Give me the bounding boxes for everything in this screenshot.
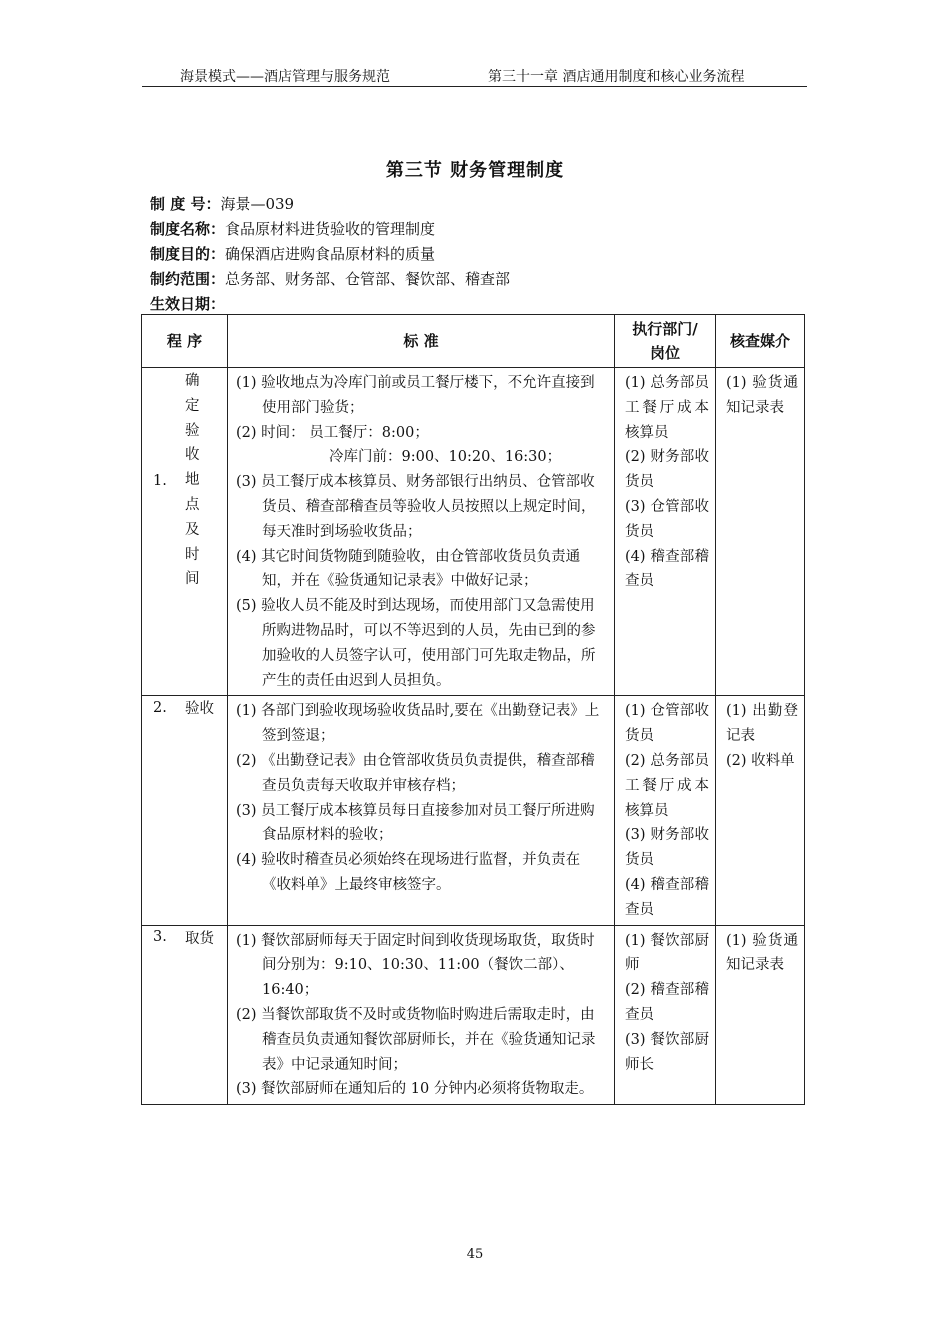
meta-value: 确保酒店进购食品原材料的质量	[225, 245, 436, 263]
header-book-title: 海景模式——酒店管理与服务规范	[180, 69, 390, 85]
standard-item: (1) 餐饮部厨师每天于固定时间到收货现场取货，取货时间分别为：9:10、10:30、11:00（餐饮二部）、16:40；	[236, 932, 595, 999]
meta-row-name	[150, 217, 510, 242]
procedure-number: 2.	[153, 699, 167, 716]
section-title: 第三节 财务管理制度	[385, 160, 565, 181]
procedure-number: 3.	[153, 929, 167, 946]
media-cell	[716, 925, 805, 1105]
procedure-cell	[142, 696, 228, 925]
meta-label: 制 度 号：	[150, 195, 221, 213]
media-cell	[716, 696, 805, 925]
standard-item: (4) 其它时间货物随到随验收，由仓管部收货员负责通知，并在《验货通知记录表》中做好记录；	[236, 548, 581, 590]
dept-item: (3) 财务部收货员	[625, 827, 709, 869]
procedure-cell	[142, 368, 228, 696]
procedure-name: 取货	[185, 930, 214, 947]
table-row	[142, 925, 805, 1105]
dept-item: (3) 仓管部收货员	[625, 498, 709, 540]
standard-item: 冷库门前：9:00、10:20、16:30；	[329, 449, 562, 466]
page-header	[142, 62, 807, 87]
media-cell	[716, 368, 805, 696]
standard-cell	[228, 925, 615, 1105]
meta-row-scope	[150, 267, 510, 292]
header-procedure: 程 序	[142, 315, 228, 368]
standard-item: (3) 员工餐厅成本核算员、财务部银行出纳员、仓管部收货员、稽查部稽查员等验收人员按照以上规定时间，每天准时到场验收货品；	[236, 474, 596, 540]
standard-item: (2) 当餐饮部取货不及时或货物临时购进后需取走时，由稽查员负责通知餐饮部厨师长，并在《验货通知记录表》中记录通知时间；	[236, 1006, 596, 1073]
header-dept-line1: 执行部门/	[632, 320, 698, 338]
meta-value: 食品原材料进货验收的管理制度	[225, 220, 436, 238]
table-row	[142, 696, 805, 925]
procedure-number: 1.	[153, 472, 167, 489]
dept-cell	[615, 925, 716, 1105]
table-header-row	[142, 315, 805, 368]
dept-item: (4) 稽查部稽查员	[625, 876, 709, 918]
standard-item: (1) 各部门到验收现场验收货品时,要在《出勤登记表》上签到签退；	[236, 703, 600, 745]
meta-label: 制度名称：	[150, 220, 226, 238]
standard-item: (1) 验收地点为冷库门前或员工餐厅楼下，不允许直接到使用部门验货；	[236, 375, 595, 416]
dept-item: (2) 财务部收货员	[625, 449, 709, 491]
page-number: 45	[466, 1247, 484, 1262]
meta-label: 制约范围：	[150, 270, 226, 288]
table-row	[142, 368, 805, 696]
meta-row-number	[150, 192, 510, 217]
media-item: (1) 验货通知记录表	[726, 932, 798, 974]
standard-cell	[228, 368, 615, 696]
standard-item: (3) 员工餐厅成本核算员每日直接参加对员工餐厅所进购食品原材料的验收；	[236, 802, 595, 844]
standard-item: (5) 验收人员不能及时到达现场，而使用部门又急需使用所购进物品时，可以不等迟到的人员，先由已到的参加验收的人员签字认可，使用部门可先取走物品，所产生的责任由迟到人员担负。	[236, 598, 596, 689]
standard-item: (2) 时间： 员工餐厅：8:00；	[236, 424, 429, 441]
meta-label: 制度目的：	[150, 245, 226, 263]
dept-cell	[615, 696, 716, 925]
dept-item: (2) 总务部员工餐厅成本核算员	[625, 752, 709, 819]
meta-label: 生效日期：	[150, 295, 226, 313]
meta-row-purpose	[150, 242, 510, 267]
standard-item: (3) 餐饮部厨师在通知后的 10 分钟内必须将货物取走。	[236, 1081, 594, 1098]
standard-cell	[228, 696, 615, 925]
procedure-name: 确定验收地点及时间	[185, 373, 200, 588]
header-standard: 标 准	[228, 315, 615, 368]
meta-value: 海景—039	[220, 195, 295, 213]
header-dept-line2: 岗位	[649, 344, 680, 362]
media-item: (2) 收料单	[726, 752, 795, 769]
meta-value: 总务部、财务部、仓管部、餐饮部、稽查部	[225, 270, 511, 288]
header-chapter-title: 第三十一章 酒店通用制度和核心业务流程	[488, 69, 745, 85]
dept-item: (1) 餐饮部厨师	[625, 932, 709, 974]
regulation-meta	[150, 192, 510, 317]
header-media: 核查媒介	[716, 315, 805, 368]
dept-item: (4) 稽查部稽查员	[625, 548, 709, 590]
dept-item: (1) 仓管部收货员	[625, 703, 709, 745]
standard-item: (4) 验收时稽查员必须始终在现场进行监督，并负责在《收料单》上最终审核签字。	[236, 852, 581, 893]
procedure-table	[141, 314, 805, 1105]
procedure-cell	[142, 925, 228, 1105]
media-item: (1) 验货通知记录表	[726, 375, 798, 416]
dept-item: (2) 稽查部稽查员	[625, 982, 709, 1023]
standard-item: (2) 《出勤登记表》由仓管部收货员负责提供，稽查部稽查员负责每天收取并审核存档；	[236, 752, 595, 794]
dept-item: (1) 总务部员工餐厅成本核算员	[625, 375, 709, 441]
media-item: (1) 出勤登记表	[726, 703, 798, 745]
dept-cell	[615, 368, 716, 696]
dept-item: (3) 餐饮部厨师长	[625, 1031, 709, 1073]
procedure-name: 验收	[185, 701, 214, 718]
header-dept	[615, 315, 716, 368]
